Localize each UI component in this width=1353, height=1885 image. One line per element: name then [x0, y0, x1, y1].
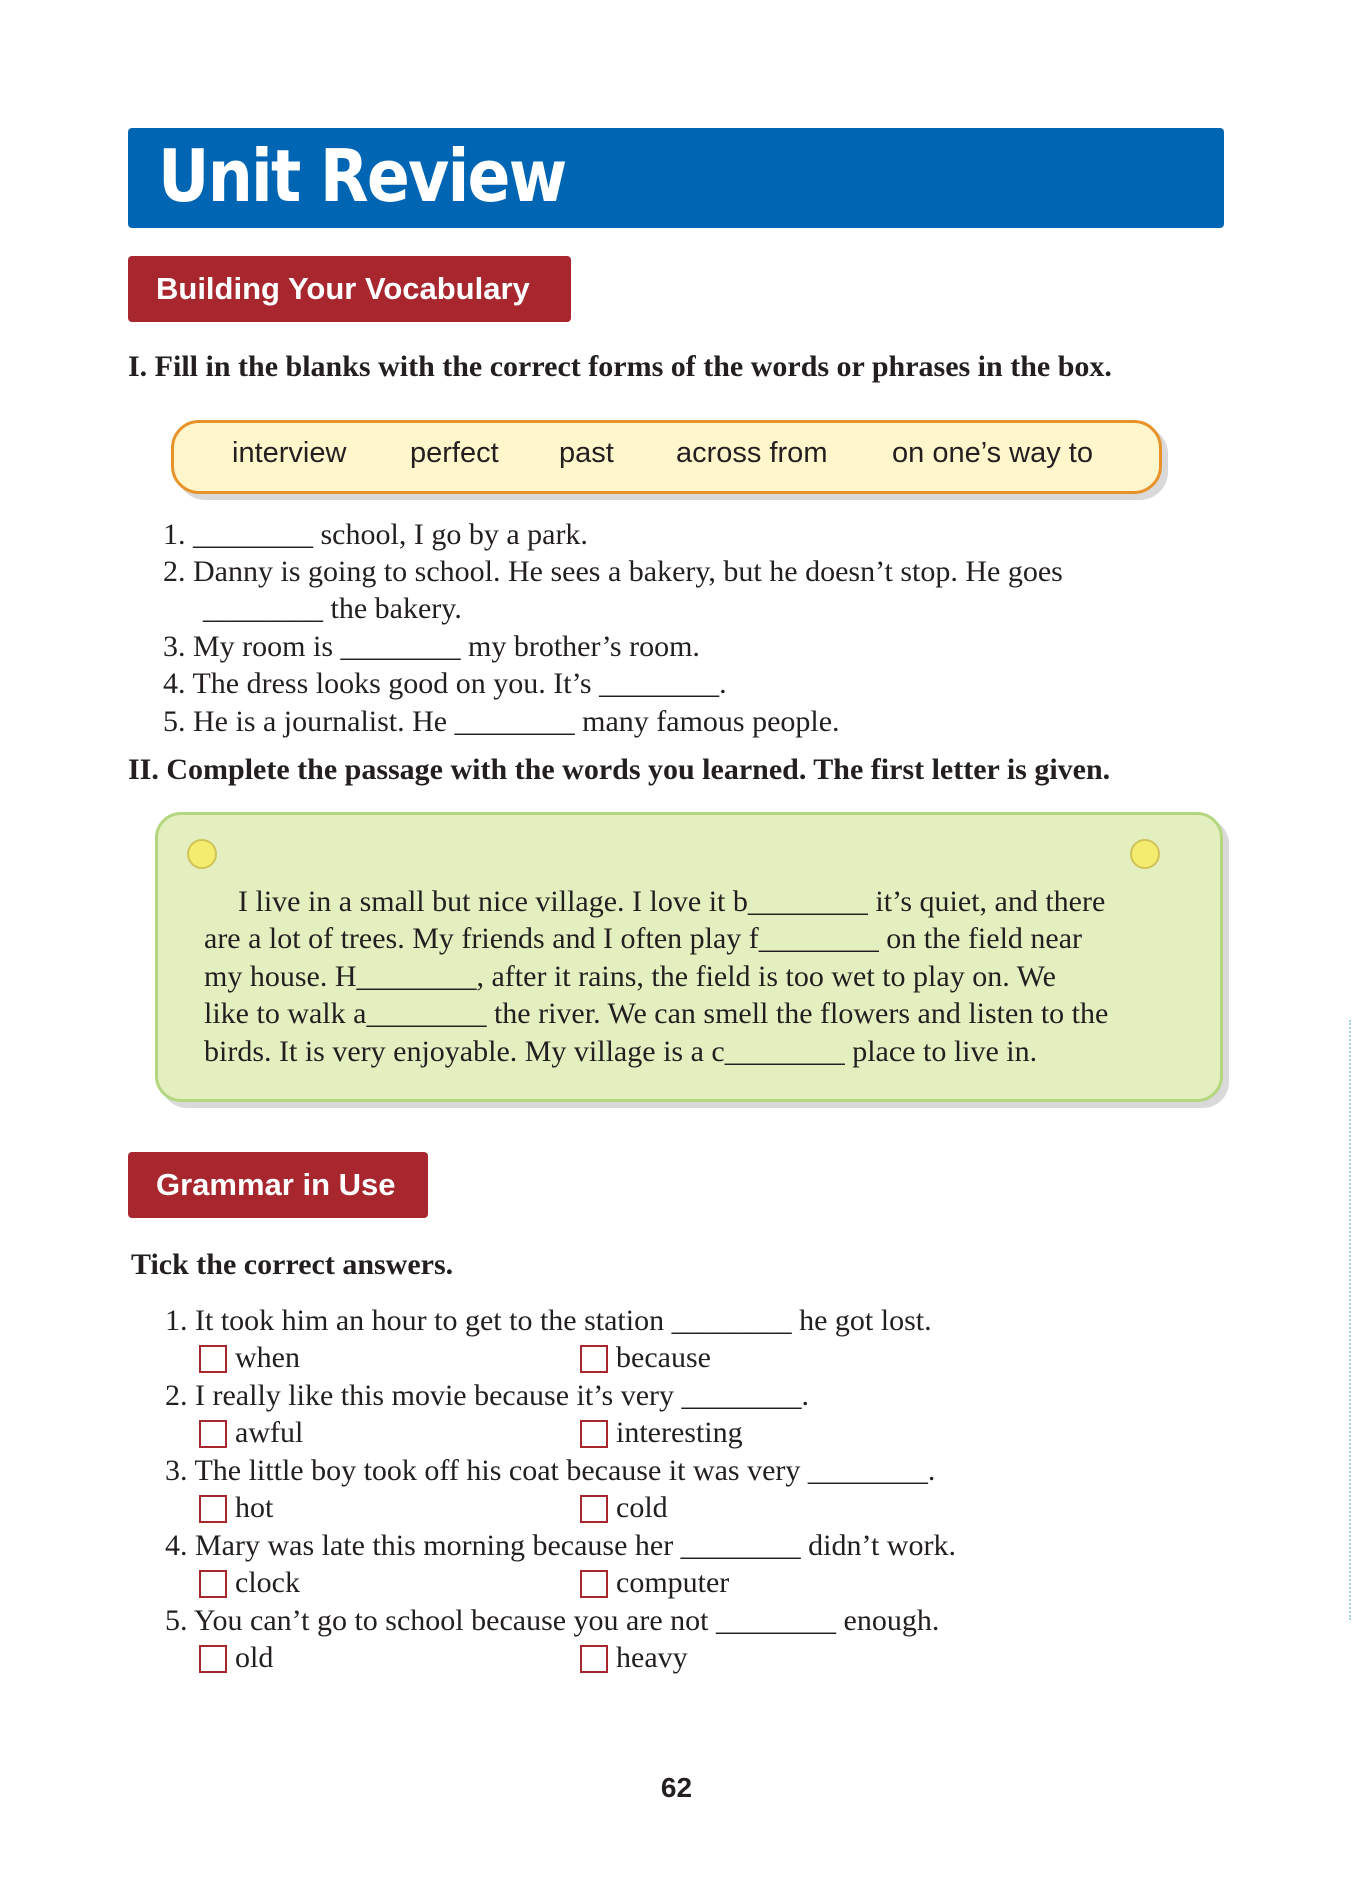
answer-checkbox[interactable] [199, 1570, 227, 1598]
answer-checkbox[interactable] [580, 1570, 608, 1598]
exercise-1-item-continuation: ________ the bakery. [203, 592, 462, 625]
word-box [171, 420, 1162, 494]
word-box-item: on one’s way to [892, 437, 1093, 469]
vocabulary-section-label: Building Your Vocabulary [128, 256, 571, 322]
grammar-instruction: Tick the correct answers. [131, 1248, 454, 1281]
answer-option-label: when [235, 1341, 300, 1374]
page-number: 62 [660, 1772, 693, 1803]
passage-line: like to walk a________ the river. We can smell the flowers and listen to the [204, 997, 1109, 1030]
answer-option-label: computer [616, 1566, 730, 1599]
passage-line: birds. It is very enjoyable. My village is a c________ place to live in. [204, 1035, 1038, 1068]
word-box-item: interview [232, 437, 347, 469]
exercise-1-item: 3. My room is ________ my brother’s room. [163, 630, 700, 663]
margin-dotted-line [1349, 1020, 1353, 1620]
answer-option-label: clock [235, 1566, 300, 1599]
answer-option-label: old [235, 1641, 274, 1674]
grammar-section-label: Grammar in Use [128, 1152, 428, 1218]
answer-option-label: interesting [616, 1416, 743, 1449]
pin-dot-icon [1130, 839, 1160, 869]
word-box-item: across from [676, 437, 828, 469]
grammar-question: 3. The little boy took off his coat because it was very ________. [165, 1454, 936, 1487]
passage-line: I live in a small but nice village. I love it b________ it’s quiet, and there [238, 885, 1106, 918]
exercise-1-item: 5. He is a journalist. He ________ many famous people. [163, 705, 840, 738]
answer-checkbox[interactable] [580, 1495, 608, 1523]
grammar-question: 4. Mary was late this morning because her ________ didn’t work. [165, 1529, 956, 1562]
answer-option-label: because [616, 1341, 711, 1374]
passage-box [155, 812, 1223, 1102]
grammar-question: 1. It took him an hour to get to the station ________ he got lost. [165, 1304, 932, 1337]
answer-checkbox[interactable] [580, 1645, 608, 1673]
passage-line: are a lot of trees. My friends and I often play f________ on the field near [204, 922, 1083, 955]
exercise-1-instruction: I. Fill in the blanks with the correct forms of the words or phrases in the box. [128, 350, 1112, 383]
answer-checkbox[interactable] [199, 1345, 227, 1373]
answer-checkbox[interactable] [580, 1345, 608, 1373]
word-box-item: past [559, 437, 614, 469]
unit-title-banner [128, 128, 1224, 228]
page-title: Unit Review [158, 134, 566, 218]
answer-option-label: hot [235, 1491, 274, 1524]
grammar-question: 5. You can’t go to school because you are not ________ enough. [165, 1604, 940, 1637]
answer-checkbox[interactable] [199, 1645, 227, 1673]
answer-option-label: awful [235, 1416, 304, 1449]
exercise-1-item: 4. The dress looks good on you. It’s ________. [163, 667, 727, 700]
answer-option-label: heavy [616, 1641, 688, 1674]
passage-line: my house. H________, after it rains, the field is too wet to play on. We [204, 960, 1056, 993]
pin-dot-icon [187, 839, 217, 869]
grammar-question: 2. I really like this movie because it’s very ________. [165, 1379, 810, 1412]
answer-checkbox[interactable] [580, 1420, 608, 1448]
word-box-item: perfect [410, 437, 499, 469]
answer-checkbox[interactable] [199, 1495, 227, 1523]
exercise-1-item: 2. Danny is going to school. He sees a bakery, but he doesn’t stop. He goes [163, 555, 1063, 588]
exercise-2-instruction: II. Complete the passage with the words you learned. The first letter is given. [128, 753, 1111, 786]
exercise-1-item: 1. ________ school, I go by a park. [163, 518, 588, 551]
answer-option-label: cold [616, 1491, 668, 1524]
answer-checkbox[interactable] [199, 1420, 227, 1448]
